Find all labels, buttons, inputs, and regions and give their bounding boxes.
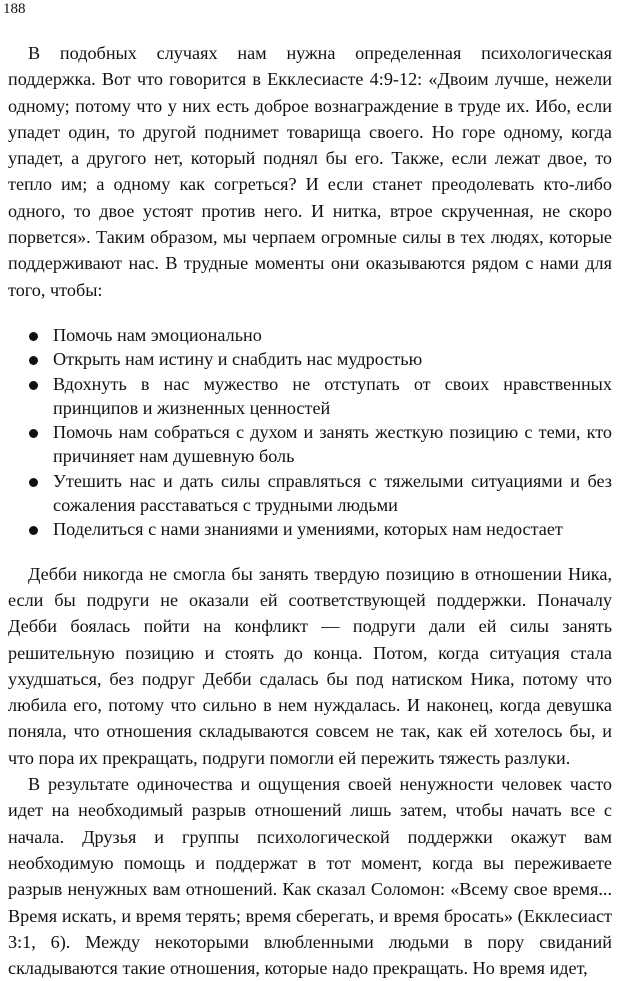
paragraph-breakup: В результате одиночества и ощущения своей ненужности человек часто идет на необходимый разрыв отношений лишь затем, чтобы начать все с начала. Друзья и группы психологической поддержки окажут вам необходимую помощь и поддержат в тот момент, когда вы переживаете разрыв ненужных вам отношений. Как сказал Соломон: «Всему свое время... Время искать, и время терять; время сберегать, и время бросать» (Екклесиаст 3:1, 6). Между некоторыми влюбленными людьми в пору свиданий складываются такие отношения, которые надо прекращать. Но время идет, [8, 774, 612, 979]
list-item-text: Помочь нам эмоционально [53, 324, 262, 345]
list-item [8, 420, 612, 469]
bullet-icon [29, 478, 38, 487]
list-item-text: Поделиться с нами знаниями и умениями, которых нам недостает [53, 519, 563, 540]
bullet-icon [29, 332, 38, 341]
bullet-icon [29, 356, 38, 365]
list-item [8, 323, 612, 347]
bullet-icon [29, 526, 38, 535]
list-item [8, 517, 612, 541]
list-item [8, 372, 612, 421]
list-item [8, 347, 612, 371]
page-number: 188 [3, 1, 26, 17]
list-item-text: Утешить нас и дать силы справляться с тяжелыми ситуациями и без сожаления расставаться с трудными людьми [53, 470, 612, 516]
paragraph-support-intro: В подобных случаях нам нужна определенная психологическая поддержка. Вот что говорится в Екклесиасте 4:9-12: «Двоим лучше, нежели одному; потому что у них есть доброе вознаграждение в труде их. Ибо, если упадет один, то другой поднимет товарища своего. Но горе одному, когда упадет, а другого нет, который поднял бы его. Также, если лежат двое, то тепло им; а одному как согреться? И если станет преодолевать кто-либо одного, то двое устоят против него. И нитка, втрое скрученная, не скоро порвется». Таким образом, мы черпаем огромные силы в тех людях, которые поддерживают нас. В трудные моменты они оказываются рядом с нами для того, чтобы: [8, 43, 612, 300]
bullet-icon [29, 429, 38, 438]
paragraph-debbie: Дебби никогда не смогла бы занять твердую позицию в отношении Ника, если бы подруги не оказали ей соответствующей поддержки. Поначалу Дебби боялась пойти на конфликт — подруги дали ей силы занять решительную позицию и стоять до конца. Потом, когда ситуация стала ухудшаться, без подруг Дебби сдалась бы под натиском Ника, потому что любила его, потому что сильно в нем нуждалась. И наконец, когда девушка поняла, что отношения складываются совсем не так, как ей хотелось бы, и что пора их прекращать, подруги помогли ей пережить тяжесть разлуки. [8, 563, 612, 768]
support-benefits-list [8, 323, 612, 542]
page-body [8, 40, 612, 981]
list-item-text: Помочь нам собраться с духом и занять жесткую позицию с теми, кто причиняет нам душевную боль [53, 422, 612, 467]
list-item [8, 469, 612, 518]
bullet-icon [29, 381, 38, 390]
list-item-text: Вдохнуть в нас мужество не отступать от своих нравственных принципов и жизненных ценностей [53, 373, 612, 418]
list-item-text: Открыть нам истину и снабдить нас мудростью [53, 349, 423, 370]
